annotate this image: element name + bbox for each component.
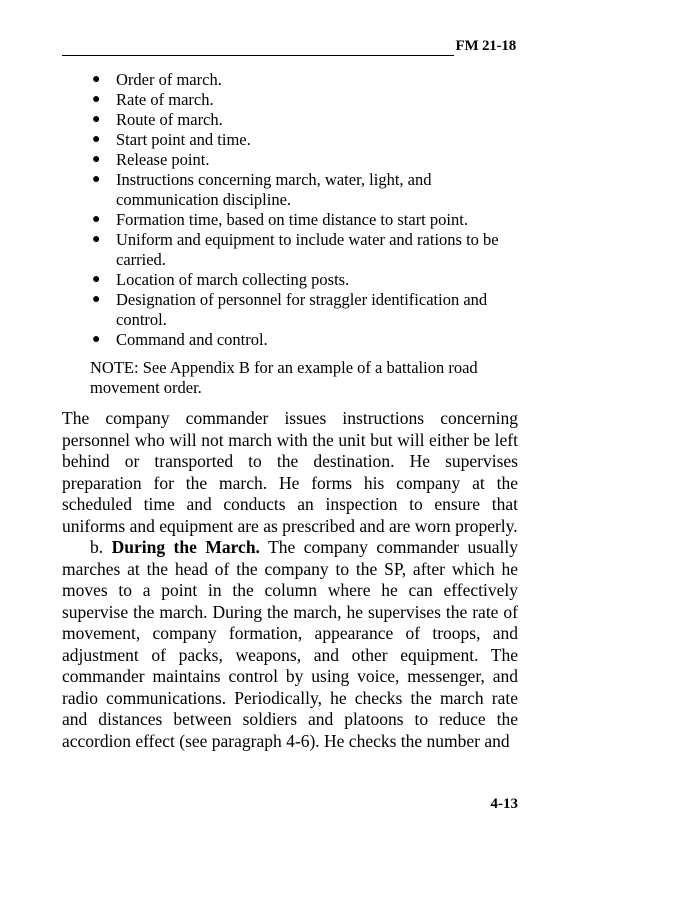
list-item-text: Route of march. <box>116 110 223 129</box>
bullet-icon: ● <box>92 232 101 247</box>
list-item-text: Designation of personnel for straggler identification and control. <box>116 290 488 329</box>
bullet-icon: ● <box>92 72 101 87</box>
bullet-icon: ● <box>92 92 101 107</box>
list-item <box>92 290 518 330</box>
list-item <box>92 90 518 110</box>
bullet-icon: ● <box>92 292 101 307</box>
list-item <box>92 130 518 150</box>
running-header <box>62 38 522 58</box>
list-item <box>92 270 518 290</box>
bullet-icon: ● <box>92 132 101 147</box>
paragraph-prefix: b. <box>90 537 112 557</box>
body-text <box>62 408 518 752</box>
bullet-icon: ● <box>92 112 101 127</box>
list-item <box>92 330 518 350</box>
list-item <box>92 230 518 270</box>
list-item-text: Rate of march. <box>116 90 214 109</box>
list-item-text: Command and control. <box>116 330 268 349</box>
list-item <box>92 70 518 90</box>
list-item-text: Uniform and equipment to include water and rations to be carried. <box>116 230 499 269</box>
bullet-icon: ● <box>92 332 101 347</box>
list-item-text: Instructions concerning march, water, light, and communication discipline. <box>116 170 432 209</box>
bullet-icon: ● <box>92 152 101 167</box>
bullet-icon: ● <box>92 212 101 227</box>
march-order-list <box>92 70 518 350</box>
manual-number: FM 21-18 <box>455 38 516 54</box>
list-item-text: Formation time, based on time distance to start point. <box>116 210 468 229</box>
paragraph-text: The company commander usually marches at the head of the company to the SP, after which he moves to a point in the column where he can effectively supervise the march. During the march, he supervises the rate of movement, company formation, appearance of troops, and adjustment of packs, weapons, and other equipment. The commander maintains control by using voice, messenger, and radio communications. Periodically, he checks the march rate and distances between soldiers and platoons to reduce the accordion effect (see paragraph 4-6). He checks the number and <box>62 537 518 751</box>
page-number: 4-13 <box>490 796 518 812</box>
paragraph-during-march <box>62 537 518 752</box>
paragraph-preparation: The company commander issues instructions concerning personnel who will not march with the unit but will either be left behind or transported to the destination. He supervises preparation for the march. He forms his company at the scheduled time and conducts an inspection to ensure that uniforms and equipment are as prescribed and are worn properly. <box>62 408 518 536</box>
bullet-icon: ● <box>92 272 101 287</box>
bullet-icon: ● <box>92 172 101 187</box>
list-item-text: Release point. <box>116 150 210 169</box>
list-item <box>92 150 518 170</box>
section-heading: During the March. <box>111 537 260 557</box>
header-rule <box>62 55 454 56</box>
list-item-text: Location of march collecting posts. <box>116 270 350 289</box>
list-item <box>92 170 518 210</box>
list-item <box>92 110 518 130</box>
list-item-text: Order of march. <box>116 70 222 89</box>
list-item-text: Start point and time. <box>116 130 251 149</box>
appendix-note: NOTE: See Appendix B for an example of a battalion road movement order. <box>90 358 478 397</box>
list-item <box>92 210 518 230</box>
